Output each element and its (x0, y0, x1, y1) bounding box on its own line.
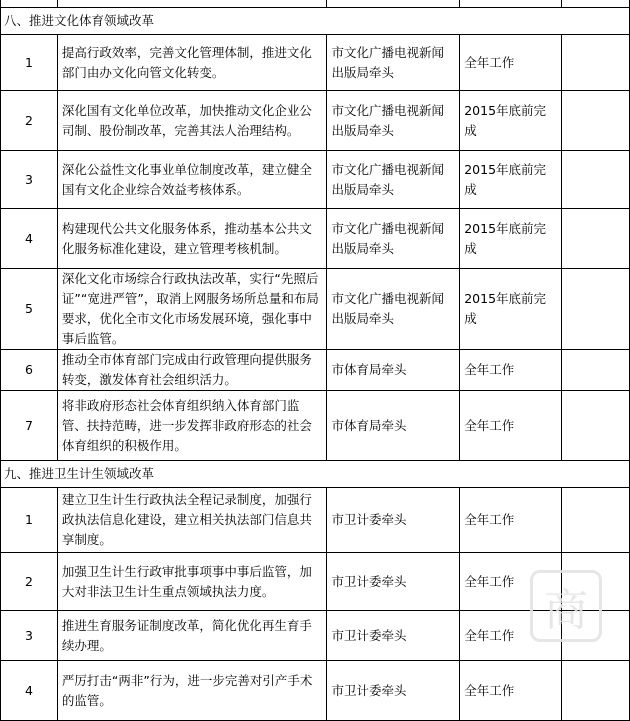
section-title: 八、推进文化体育领域改革 (1, 8, 630, 35)
table-row (1, 488, 630, 553)
lead-department: 市卫计委牵头 (327, 553, 460, 611)
task-description: 深化文化市场综合行政执法改革，实行“先照后证”“宽进严管”，取消上网服务场所总量和布局要求，优化全市文化市场发展环境，强化事中事后监管。 (57, 269, 327, 350)
table-row (1, 151, 630, 209)
row-number: 7 (1, 391, 58, 461)
task-description: 将非政府形态社会体育组织纳入体育部门监管、扶持范畴，进一步发挥非政府形态的社会体育组织的积极作用。 (57, 391, 327, 461)
task-description: 严厉打击“两非”行为，进一步完善对引产手术的监管。 (57, 661, 327, 721)
section-header-health (1, 461, 630, 488)
task-description: 深化国有文化单位改革，加快推动文化企业公司制、股份制改革，完善其法人治理结构。 (57, 91, 327, 151)
remarks-cell (562, 391, 630, 461)
table-row (1, 35, 630, 91)
watermark-glyph: 商 (544, 585, 588, 636)
lead-department: 市体育局牵头 (327, 350, 460, 391)
deadline: 2015年底前完成 (460, 91, 562, 151)
row-number: 3 (1, 151, 58, 209)
lead-department: 市文化广播电视新闻出版局牵头 (327, 91, 460, 151)
table-row (1, 269, 630, 350)
row-number: 4 (1, 661, 58, 721)
table-row (1, 661, 630, 721)
lead-department: 市卫计委牵头 (327, 611, 460, 661)
lead-department: 市文化广播电视新闻出版局牵头 (327, 209, 460, 269)
deadline: 全年工作 (460, 350, 562, 391)
section-header-culture-sports (1, 8, 630, 35)
deadline: 全年工作 (460, 488, 562, 553)
task-description: 深化公益性文化事业单位制度改革，建立健全国有文化企业综合效益考核体系。 (57, 151, 327, 209)
remarks-cell (562, 91, 630, 151)
task-description: 提高行政效率，完善文化管理体制，推进文化部门由办文化向管文化转变。 (57, 35, 327, 91)
deadline: 全年工作 (460, 391, 562, 461)
watermark-logo (530, 570, 602, 642)
lead-department: 市文化广播电视新闻出版局牵头 (327, 269, 460, 350)
deadline: 全年工作 (460, 661, 562, 721)
task-description: 加强卫生计生行政审批事项事中事后监管，加大对非法卫生计生重点领域执法力度。 (57, 553, 327, 611)
row-number: 4 (1, 209, 58, 269)
row-number: 5 (1, 269, 58, 350)
table-row (1, 350, 630, 391)
remarks-cell (562, 350, 630, 391)
task-description: 建立卫生计生行政执法全程记录制度，加强行政执法信息化建设，建立相关执法部门信息共享制度。 (57, 488, 327, 553)
table-row (1, 209, 630, 269)
table-row (1, 91, 630, 151)
task-description: 推动全市体育部门完成由行政管理向提供服务转变，激发体育社会组织活力。 (57, 350, 327, 391)
lead-department: 市文化广播电视新闻出版局牵头 (327, 151, 460, 209)
lead-department: 市体育局牵头 (327, 391, 460, 461)
remarks-cell (562, 269, 630, 350)
remarks-cell (562, 35, 630, 91)
deadline: 2015年底前完成 (460, 269, 562, 350)
table-row-top-partial (1, 0, 630, 8)
deadline: 2015年底前完成 (460, 151, 562, 209)
row-number: 2 (1, 91, 58, 151)
task-description: 构建现代公共文化服务体系，推动基本公共文化服务标准化建设，建立管理考核机制。 (57, 209, 327, 269)
table-row (1, 391, 630, 461)
remarks-cell (562, 151, 630, 209)
lead-department: 市卫计委牵头 (327, 661, 460, 721)
row-number: 6 (1, 350, 58, 391)
deadline: 全年工作 (460, 553, 562, 611)
lead-department: 市文化广播电视新闻出版局牵头 (327, 35, 460, 91)
row-number: 2 (1, 553, 58, 611)
remarks-cell (562, 661, 630, 721)
task-description: 推进生育服务证制度改革，简化优化再生育手续办理。 (57, 611, 327, 661)
row-number: 1 (1, 488, 58, 553)
deadline: 全年工作 (460, 35, 562, 91)
row-number: 3 (1, 611, 58, 661)
remarks-cell (562, 488, 630, 553)
deadline: 全年工作 (460, 611, 562, 661)
remarks-cell (562, 209, 630, 269)
row-number: 1 (1, 35, 58, 91)
lead-department: 市卫计委牵头 (327, 488, 460, 553)
section-title: 九、推进卫生计生领域改革 (1, 461, 630, 488)
deadline: 2015年底前完成 (460, 209, 562, 269)
